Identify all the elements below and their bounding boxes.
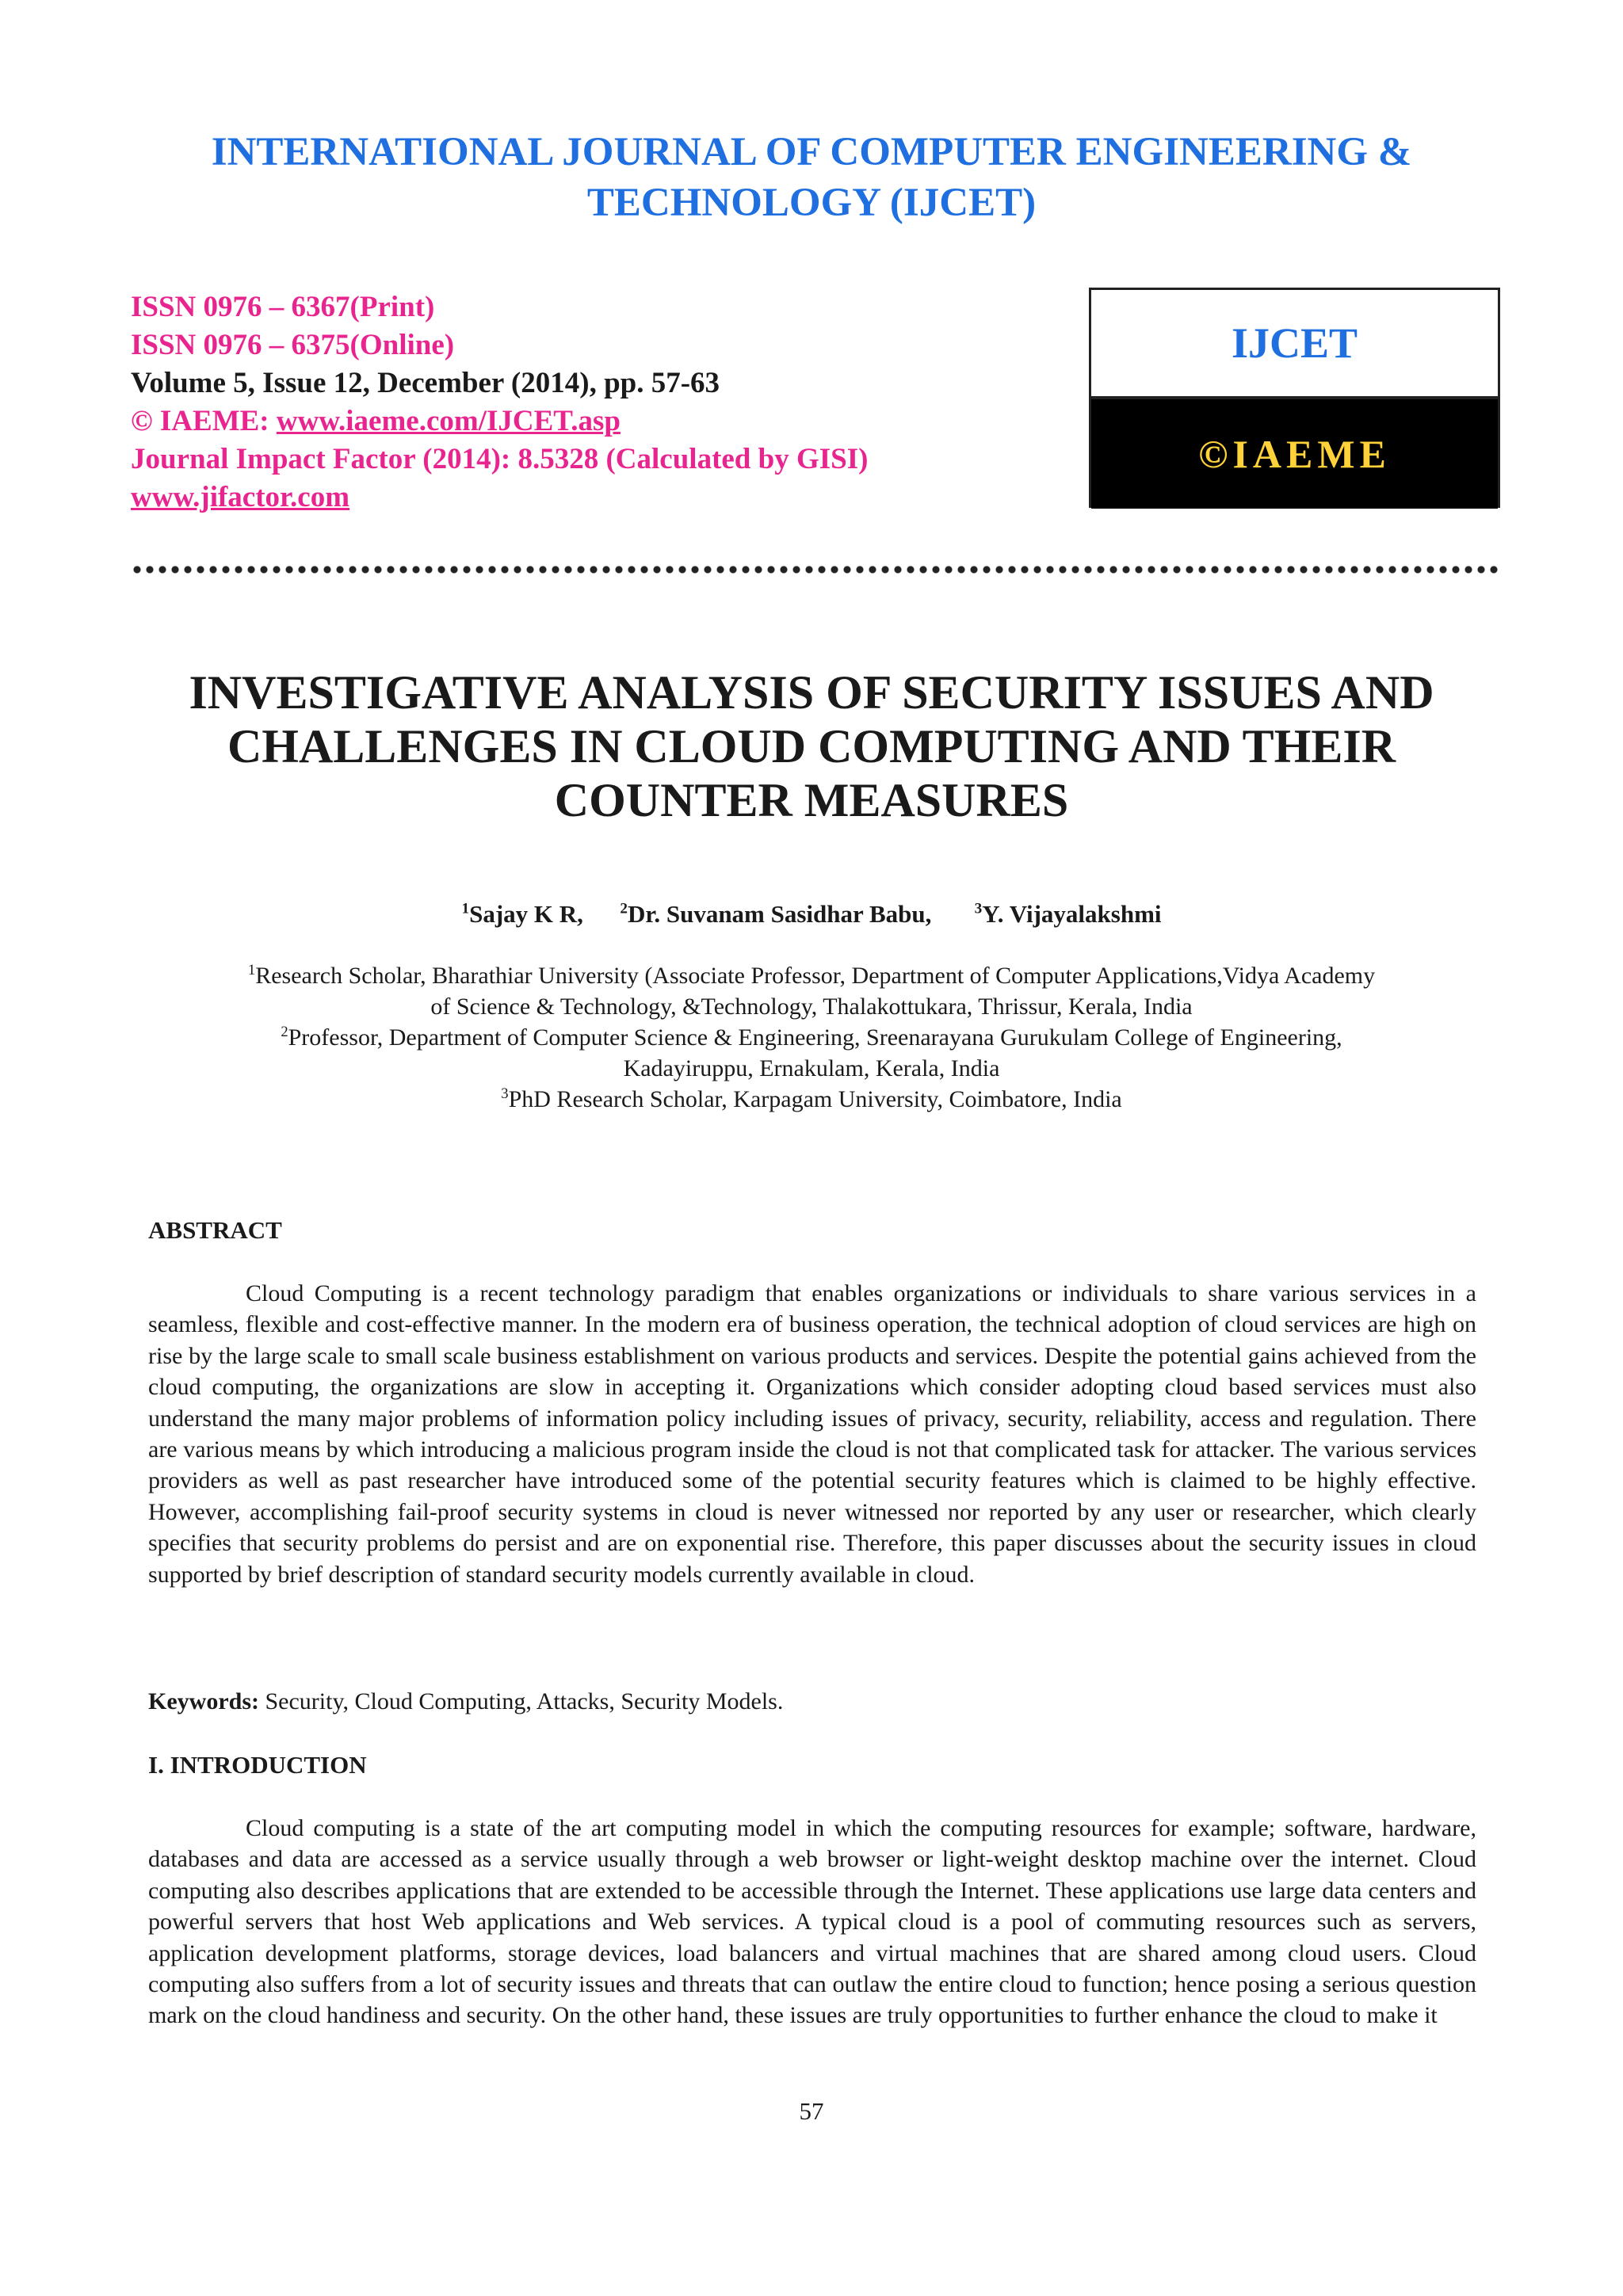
affiliation-text: Research Scholar, Bharathiar University (Associate Professor, Department of Computer Applications,Vidya Academy (255, 963, 1376, 989)
author-sup: 3 (974, 900, 983, 917)
author-name: Sajay K R, (469, 900, 583, 928)
author-name: Dr. Suvanam Sasidhar Babu, (628, 900, 932, 928)
page-number: 57 (799, 2097, 824, 2125)
introduction-heading: I. INTRODUCTION (148, 1751, 367, 1779)
keywords-label: Keywords: (148, 1688, 259, 1714)
affiliation-1-line1 (119, 960, 1504, 991)
affiliation-2-line1 (119, 1022, 1504, 1053)
issn-online: ISSN 0976 – 6375(Online) (131, 329, 455, 361)
introduction-text: Cloud computing is a state of the art computing model in which the computing resources for example; software, hardware, databases and data are accessed as a service usually through a web browser or light-weight desktop machine over the internet. Cloud computing also describes applications that are extended to be accessible through the Internet. These applications use large data centers and powerful servers that host Web applications and Web services. A typical cloud is a pool of commuting resources such as servers, application development platforms, storage devices, load balancers and virtual machines that are shared among cloud users. Cloud computing also suffers from a lot of security issues and threats that can outlaw the entire cloud to function; hence posing a serious question mark on the cloud handiness and security. On the other hand, these issues are truly opportunities to further enhance the cloud to make it (148, 1815, 1476, 2029)
journal-title (0, 127, 1623, 228)
paper-title (0, 666, 1623, 827)
iaeme-line (131, 402, 1018, 441)
author-list (0, 898, 1623, 930)
abstract-text: Cloud Computing is a recent technology paradigm that enables organizations or individuals to share various services in a seamless, flexible and cost-effective manner. In the modern era of business operation, the technical adoption of cloud services are high on rise by the large scale to small scale business establishment on various products and services. Despite the potential gains achieved from the cloud computing, the organizations are slow in accepting it. Organizations which consider adopting cloud based services must also understand the many major problems of information policy including issues of privacy, security, reliability, access and regulation. There are various means by which introducing a malicious program inside the cloud is not that complicated task for attacker. The various services providers as well as past researcher have introduced some of the potential security features which is claimed to be highly effective. However, accomplishing fail-proof security systems in cloud is never witnessed nor reported by any user or researcher, which clearly specifies that security problems do persist and are on exponential rise. Therefore, this paper discusses about the security issues in cloud supported by brief description of standard security models currently available in cloud. (148, 1280, 1476, 1588)
journal-title-line2: TECHNOLOGY (IJCET) (586, 181, 1037, 225)
ijcet-logo (1089, 288, 1500, 508)
journal-title-line1: INTERNATIONAL JOURNAL OF COMPUTER ENGINEERING & (211, 130, 1412, 174)
affiliation-text: PhD Research Scholar, Karpagam University, Coimbatore, India (508, 1086, 1122, 1112)
affiliation-3-line1 (119, 1084, 1504, 1115)
author-sup: 1 (461, 900, 470, 917)
dotted-divider (131, 564, 1500, 575)
affiliation-sup: 1 (247, 962, 256, 978)
logo-ijcet-text: IJCET (1091, 290, 1498, 399)
author-sup: 2 (620, 900, 628, 917)
paper-title-line3: COUNTER MEASURES (554, 774, 1069, 826)
affiliations (119, 960, 1504, 1115)
issn-print: ISSN 0976 – 6367(Print) (131, 291, 435, 323)
author-name: Y. Vijayalakshmi (982, 900, 1162, 928)
abstract-heading: ABSTRACT (148, 1216, 282, 1244)
impact-factor: Journal Impact Factor (2014): 8.5328 (Calculated by GISI) (131, 443, 869, 475)
affiliation-text: Professor, Department of Computer Science & Engineering, Sreenarayana Gurukulam College of Engineering, (288, 1024, 1342, 1051)
iaeme-prefix: © IAEME: (131, 405, 277, 437)
paper-title-line1: INVESTIGATIVE ANALYSIS OF SECURITY ISSUES AND (189, 666, 1434, 719)
affiliation-sup: 3 (501, 1085, 509, 1102)
iaeme-link[interactable]: www.iaeme.com/IJCET.asp (276, 405, 621, 437)
keywords-text: Security, Cloud Computing, Attacks, Security Models. (258, 1688, 784, 1714)
keywords-line (148, 1686, 1476, 1718)
affiliation-sup: 2 (281, 1024, 288, 1040)
issn-block (131, 288, 1018, 517)
jifactor-link[interactable]: www.jifactor.com (131, 481, 350, 513)
logo-iaeme-text: ©IAEME (1091, 399, 1498, 509)
affiliation-1-line2: of Science & Technology, &Technology, Thalakottukara, Thrissur, Kerala, India (430, 994, 1193, 1020)
volume-info: Volume 5, Issue 12, December (2014), pp. 57-63 (131, 367, 720, 399)
paper-title-line2: CHALLENGES IN CLOUD COMPUTING AND THEIR (227, 720, 1396, 772)
affiliation-2-line2: Kadayiruppu, Ernakulam, Kerala, India (623, 1055, 1000, 1081)
